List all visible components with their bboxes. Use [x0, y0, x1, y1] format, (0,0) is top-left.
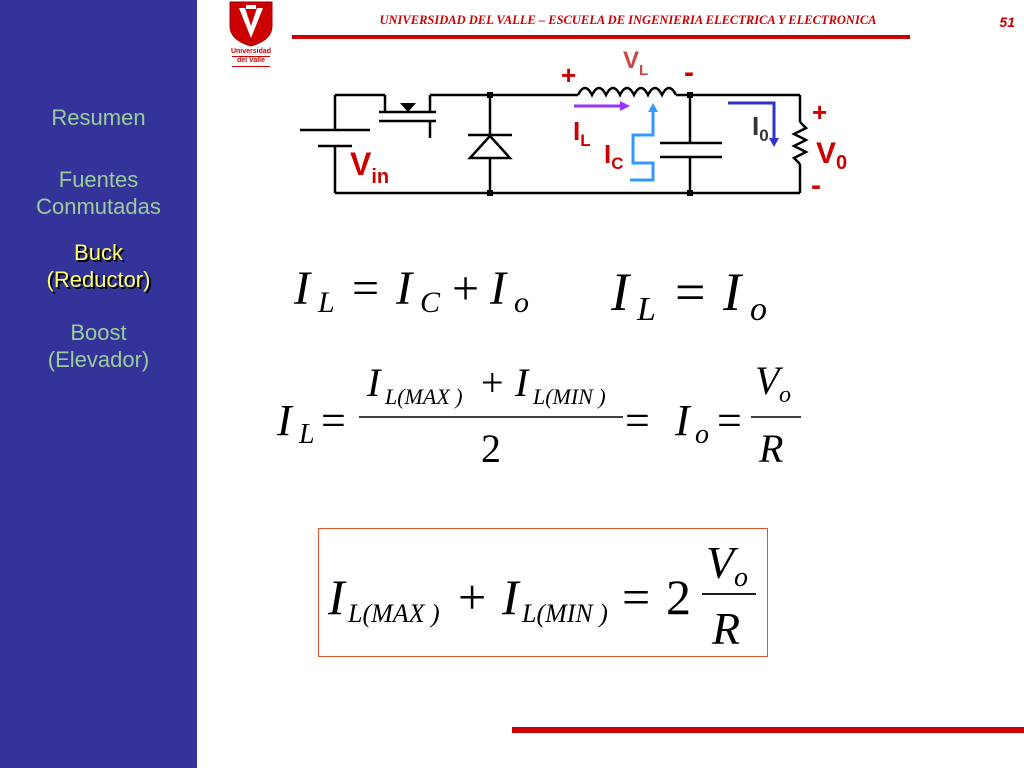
equation-il-io	[605, 250, 795, 340]
svg-text:2: 2	[666, 569, 691, 625]
svg-text:I: I	[294, 262, 310, 315]
svg-text:L(MAX ): L(MAX )	[348, 599, 440, 628]
footer-rule	[512, 727, 1024, 733]
vin-label: $V_{in}$	[350, 146, 390, 188]
svg-text:I: I	[675, 396, 690, 445]
equation-ripple-sum	[322, 532, 762, 652]
logo-text: Universidad	[230, 48, 272, 55]
svg-text:I: I	[611, 262, 629, 322]
il-label: $I_L$	[573, 116, 591, 150]
svg-text:I: I	[515, 360, 529, 405]
svg-text:L(MIN ): L(MIN )	[522, 599, 608, 628]
svg-text:=: =	[717, 396, 742, 445]
equation-il-ic-io	[288, 250, 548, 330]
svg-text:R: R	[759, 426, 784, 471]
sidebar-item-label: Boost	[70, 320, 127, 345]
sidebar-item-label: Buck	[74, 240, 123, 265]
svg-text:I: I	[502, 569, 519, 625]
svg-text:+: +	[452, 262, 480, 315]
inductor-minus: -	[684, 56, 694, 89]
svg-text:I: I	[723, 262, 741, 322]
svg-text:o: o	[779, 382, 791, 408]
equation-average-current	[275, 360, 815, 470]
sidebar-item-label: Conmutadas	[36, 194, 161, 219]
sidebar-item-label: Fuentes	[58, 167, 139, 192]
svg-text:o: o	[750, 291, 767, 328]
svg-text:I: I	[277, 396, 292, 445]
svg-text:+: +	[458, 569, 487, 625]
svg-text:L: L	[299, 419, 315, 450]
buck-circuit-diagram	[0, 0, 1024, 230]
svg-text:=: =	[622, 569, 651, 625]
svg-text:L(MIN ): L(MIN )	[533, 384, 606, 409]
header-title: UNIVERSIDAD DEL VALLE – ESCUELA DE INGENIERIA ELECTRICA Y ELECTRONICA	[379, 13, 877, 27]
svg-text:I: I	[328, 569, 345, 625]
svg-text:o: o	[734, 562, 748, 593]
logo-text: del Valle	[236, 57, 266, 64]
svg-text:=: =	[675, 262, 706, 322]
svg-text:I: I	[367, 360, 381, 405]
svg-text:+: +	[481, 360, 504, 405]
svg-text:R: R	[712, 603, 741, 654]
svg-text:o: o	[514, 286, 529, 319]
svg-text:C: C	[420, 286, 441, 319]
svg-text:L: L	[637, 291, 656, 328]
svg-text:=: =	[321, 396, 346, 445]
svg-text:o: o	[695, 419, 709, 450]
page-number: 51	[999, 14, 1015, 30]
svg-text:L(MAX ): L(MAX )	[385, 384, 463, 409]
vo-plus: +	[812, 97, 828, 127]
svg-text:I: I	[490, 262, 506, 315]
svg-text:=: =	[625, 396, 650, 445]
svg-text:=: =	[352, 262, 380, 315]
sidebar-item-label: (Elevador)	[47, 347, 150, 372]
svg-text:I: I	[396, 262, 412, 315]
sidebar-item-buck[interactable]	[0, 239, 197, 293]
svg-text:2: 2	[481, 426, 501, 471]
io-label: $I_0$	[752, 111, 769, 145]
sidebar-item-label: Resumen	[51, 105, 146, 130]
svg-text:V: V	[706, 537, 735, 588]
sidebar-item-boost[interactable]	[0, 319, 197, 373]
svg-text:L: L	[318, 286, 335, 319]
vl-label: $V_L$	[623, 47, 649, 79]
ic-label: $I_C$	[604, 139, 624, 173]
inductor-plus: +	[561, 60, 577, 90]
vo-label: $V_0$	[816, 137, 848, 174]
vo-minus: -	[811, 169, 821, 202]
sidebar-item-label: (Reductor)	[46, 267, 151, 292]
svg-text:V: V	[755, 358, 780, 403]
